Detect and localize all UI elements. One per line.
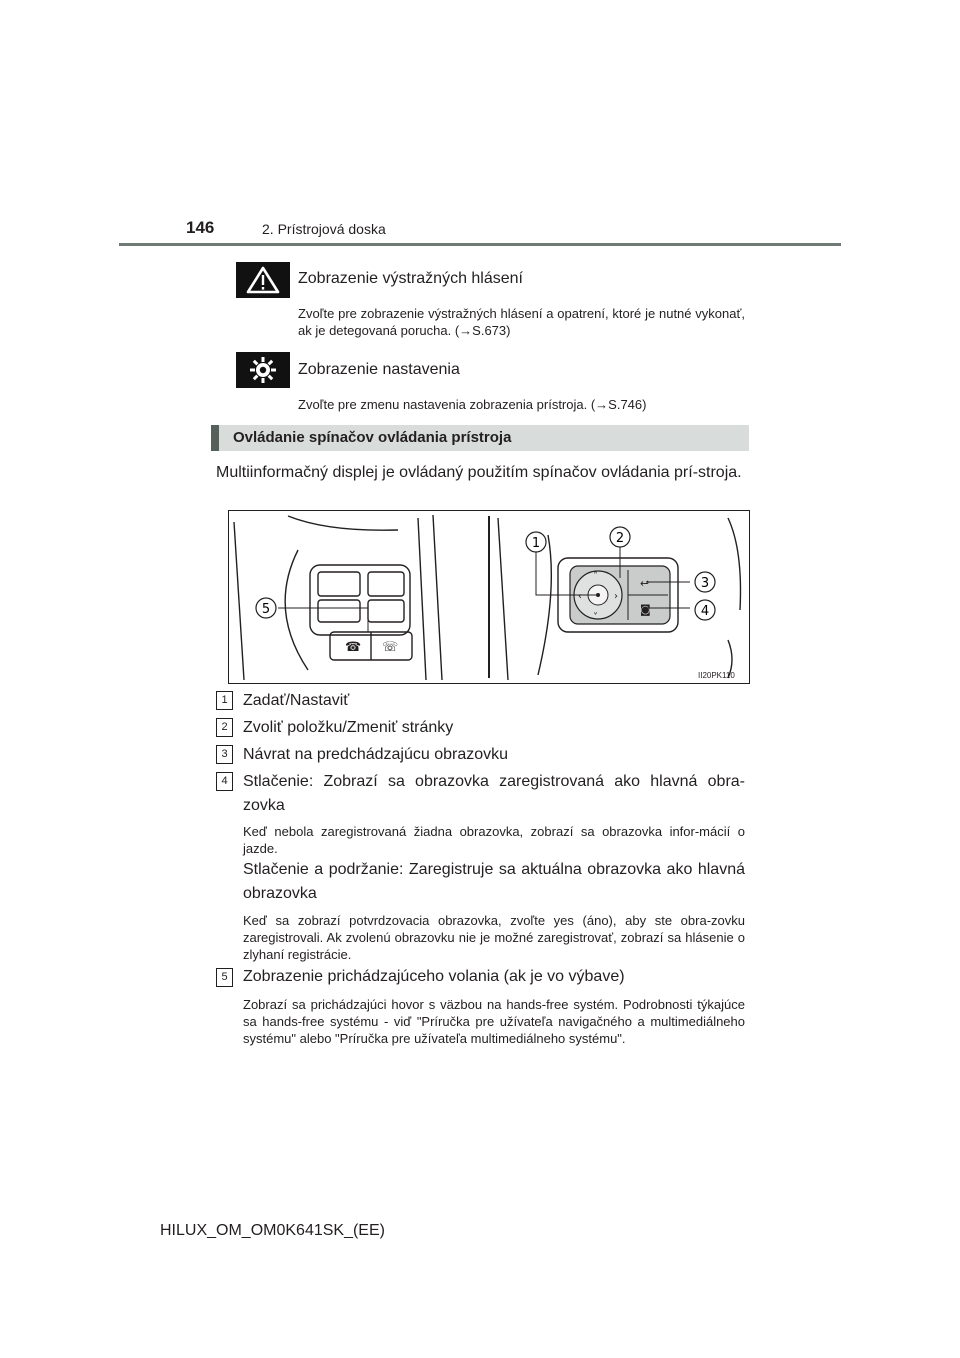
svg-text:↩: ↩ <box>640 577 650 590</box>
item-title-settings: Zobrazenie nastavenia <box>298 361 460 378</box>
list-number-5: 5 <box>216 968 233 987</box>
callout-4: 4 <box>700 604 710 619</box>
subsection-intro: Multiinformačný displej je ovládaný použitím spínačov ovládania prí-stroja. <box>216 464 742 481</box>
gear-icon <box>236 352 290 388</box>
list-number-1: 1 <box>216 691 233 710</box>
subsection-heading <box>211 425 749 451</box>
steering-switch-drawing <box>228 510 750 684</box>
list-item-3: Návrat na predchádzajúcu obrazovku <box>243 746 509 763</box>
list-number-4: 4 <box>216 772 233 791</box>
callout-2: 2 <box>615 531 625 546</box>
svg-text:˄: ˄ <box>593 571 598 582</box>
item-desc-settings: Zvoľte pre zmenu nastavenia zobrazenia prístroja. (→S.746) <box>298 397 647 412</box>
svg-text:˅: ˅ <box>593 612 598 623</box>
list-item-4-note-2: Keď sa zobrazí potvrdzovacia obrazovka, zvoľte yes (áno), aby ste obra-zovku zaregistrovali. Ak zvolenú obrazovku nie je možné zaregistrovať, zobrazí sa hlásenie o zlyhaní registrácie. <box>243 913 745 962</box>
list-item-5-note-1: Zobrazí sa prichádzajúci hovor s väzbou na hands-free systém. Podrobnosti týkajúce sa hands-free systému - viď "Príručka pre užívateľa navigačného a multimediálneho systému" alebo "Príručka pre užívateľa multimediálneho systému". <box>243 997 745 1046</box>
list-number-2: 2 <box>216 718 233 737</box>
callout-3: 3 <box>700 576 710 591</box>
list-item-4: Stlačenie: Zobrazí sa obrazovka zaregistrovaná ako hlavná obra-zovka <box>243 773 745 814</box>
list-item-1: Zadať/Nastaviť <box>243 692 350 709</box>
svg-text:‹: ‹ <box>578 591 582 602</box>
warning-icon <box>236 262 290 298</box>
list-item-4-note-1: Keď nebola zaregistrovaná žiadna obrazovka, zobrazí sa obrazovka infor-mácií o jazde. <box>243 824 745 856</box>
list-item-2: Zvoliť položku/Zmeniť stránky <box>243 719 454 736</box>
item-desc-warnings: Zvoľte pre zobrazenie výstražných hlásení a opatrení, ktoré je nutné vykonať, ak je detegovaná porucha. (→S.673) <box>298 306 745 338</box>
svg-text:☎: ☎ <box>345 640 362 655</box>
callout-5: 5 <box>261 602 271 617</box>
steering-switch-illustration <box>228 510 750 684</box>
subsection-heading-text: Ovládanie spínačov ovládania prístroja <box>233 429 512 446</box>
item-title-warnings: Zobrazenie výstražných hlásení <box>298 270 523 287</box>
page-number: 146 <box>186 218 215 237</box>
document-code-footer: HILUX_OM_OM0K641SK_(EE) <box>160 1222 385 1239</box>
list-number-3: 3 <box>216 745 233 764</box>
list-item-5: Zobrazenie prichádzajúceho volania (ak je vo výbave) <box>243 968 625 985</box>
section-title: 2. Prístrojová doska <box>262 221 386 237</box>
list-item-4-text-2: Stlačenie a podržanie: Zaregistruje sa aktuálna obrazovka ako hlavná obrazovka <box>243 861 745 902</box>
svg-text:☏: ☏ <box>382 640 399 655</box>
header-rule <box>119 243 841 246</box>
svg-text:›: › <box>614 591 618 602</box>
figure-code: II20PK110 <box>698 671 735 680</box>
callout-1: 1 <box>531 536 541 551</box>
svg-text:◙: ◙ <box>640 603 651 616</box>
